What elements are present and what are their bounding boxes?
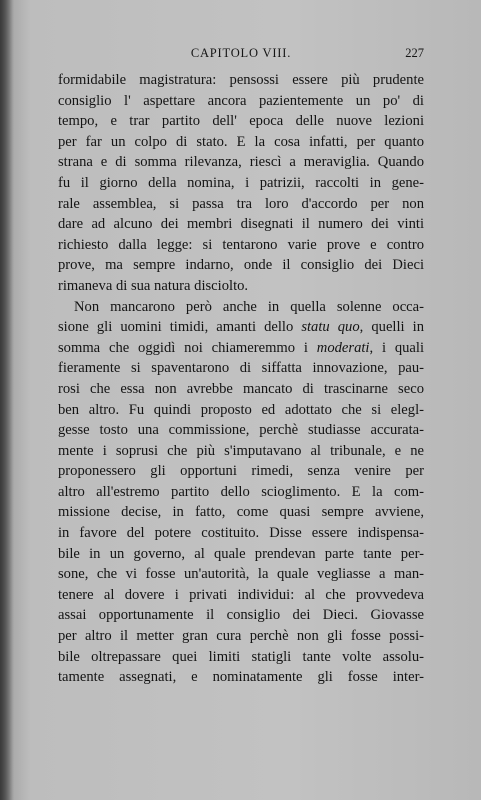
running-head: CAPITOLO VIII. <box>190 46 292 60</box>
text-line: dare ad alcuno dei membri disegnati il numero dei vinti <box>58 216 424 233</box>
text-line: rale assemblea, si passa tra loro d'accordo per non <box>58 195 424 212</box>
text-line: richiesto dalla legge: si tentarono varie prove e contro <box>58 236 424 253</box>
text-line: gesse tosto una commissione, perchè studiasse accurata- <box>58 422 424 439</box>
text-line: missione decise, in fatto, come quasi sempre avviene, <box>58 504 424 521</box>
italic-term-statu-quo: statu quo <box>301 319 360 336</box>
text-line <box>58 317 424 338</box>
text-line: tenere al dovere i privati individui: al che provvedeva <box>58 586 424 603</box>
text-line: proponessero gli opportuni rimedi, senza venire per <box>58 463 424 480</box>
page-header <box>58 46 424 64</box>
page-number: 227 <box>405 46 424 60</box>
text-line: rosi che essa non avrebbe mancato di trascinarne seco <box>58 380 424 397</box>
text-line: in favore del potere costituito. Disse essere indispensa- <box>58 525 424 542</box>
text-segment: sione gli uomini timidi, amanti dello <box>58 319 302 336</box>
text-segment: somma che oggidì noi chiameremmo i <box>58 339 317 356</box>
text-line: bile in un governo, al quale prendevan parte tante per- <box>58 545 424 562</box>
text-line: fieramente si spaventarono di siffatta innovazione, pau- <box>58 360 424 377</box>
text-line: prove, ma sempre indarno, onde il consiglio dei Dieci <box>58 257 424 274</box>
paragraph-start-line: Non mancarono però anche in quella solenne occa- <box>74 298 424 315</box>
text-line: tempo, e trar partito dell' epoca delle nuove lezioni <box>58 113 424 130</box>
text-line: bile oltrepassare quei limiti statigli tante volte assolu- <box>58 648 424 665</box>
text-line: fu il giorno della nomina, i patrizii, raccolti in gene- <box>58 174 424 191</box>
text-line: per altro il metter gran cura perchè non gli fosse possi- <box>58 628 424 645</box>
text-line: altro all'estremo partito dello scioglimento. E la com- <box>58 483 424 500</box>
text-line: strana e di somma rilevanza, riescì a meraviglia. Quando <box>58 154 424 171</box>
text-line <box>58 338 424 359</box>
text-line: per far un colpo di stato. E la cosa infatti, per quanto <box>58 133 424 150</box>
text-line: mente i soprusi che più s'imputavano al tribunale, e ne <box>58 442 424 459</box>
text-line: rimaneva di sua natura disciolto. <box>58 277 249 294</box>
text-line: formidabile magistratura: pensossi essere più prudente <box>58 72 424 88</box>
text-line: sone, che vi fosse un'autorità, la quale vegliasse a man- <box>58 566 424 583</box>
text-line: assai opportunamente il consiglio dei Dieci. Giovasse <box>58 607 424 624</box>
text-segment: , i quali <box>369 339 424 356</box>
text-segment: , quelli in <box>359 319 424 336</box>
page-gutter-shadow <box>0 0 14 800</box>
text-line: ben altro. Fu quindi proposto ed adottato che si elegl- <box>58 401 424 418</box>
italic-term-moderati: moderati <box>316 339 370 356</box>
text-line: tamente assegnati, e nominatamente gli fosse inter- <box>58 669 424 686</box>
text-line: consiglio l' aspettare ancora pazientemente un po' di <box>58 92 424 109</box>
body-text <box>58 70 424 688</box>
